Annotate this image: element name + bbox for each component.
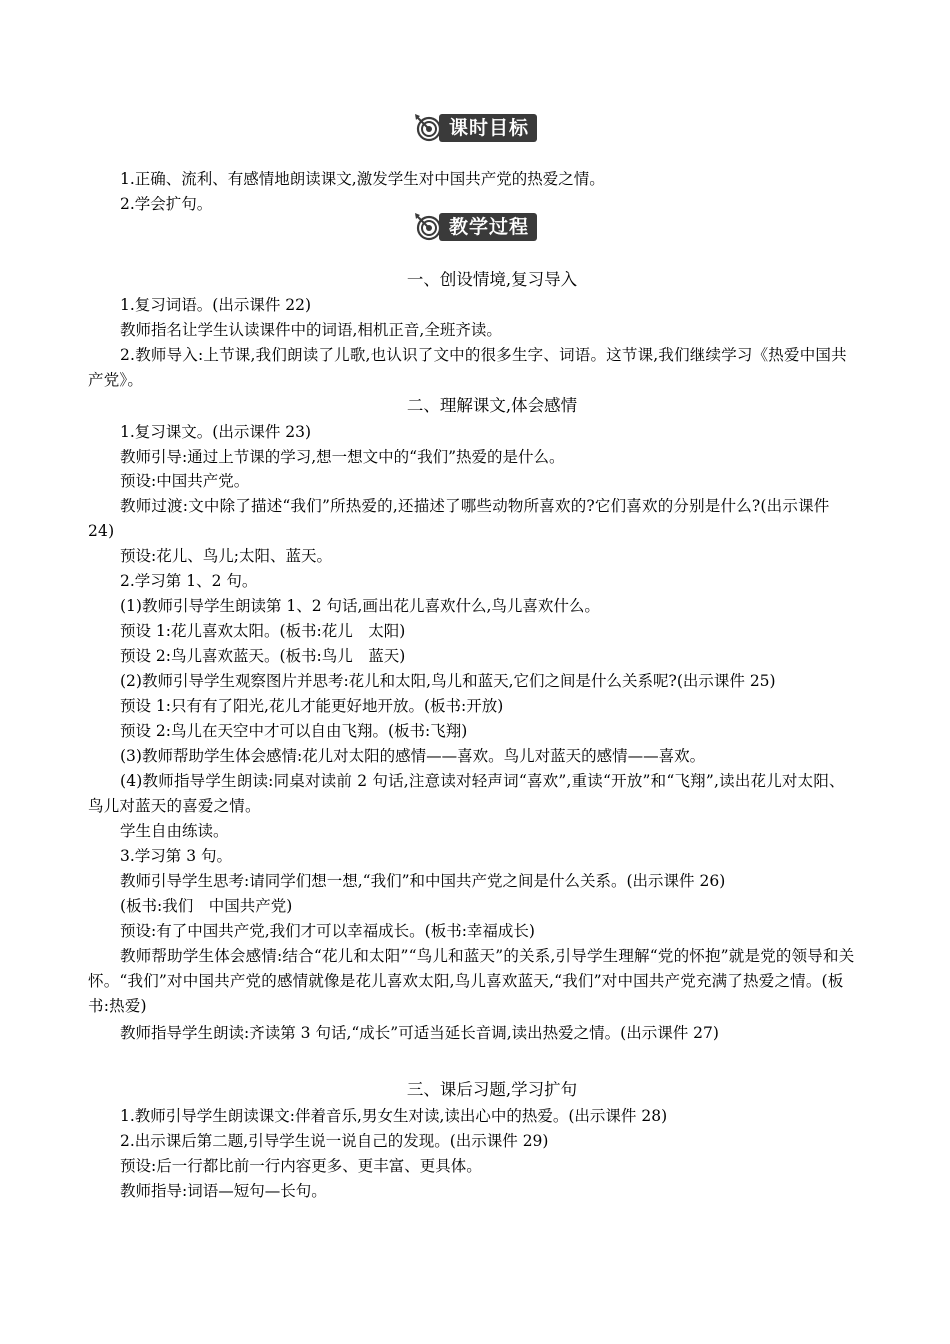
section-2-paragraph: 预设 2:鸟儿喜欢蓝天。(板书:鸟儿 蓝天)	[120, 647, 406, 665]
section-2-paragraph: 学生自由练读。	[120, 822, 229, 840]
section-1-paragraph: 2.教师导入:上节课,我们朗读了儿歌,也认识了文中的很多生字、词语。这节课,我们继续学习《热爱中国共产党》。	[88, 346, 847, 389]
section-3-paragraph: 1.教师引导学生朗读课文:伴着音乐,男女生对读,读出心中的热爱。(出示课件 28)	[120, 1107, 668, 1125]
section-1-heading: 一、创设情境,复习导入	[406, 270, 578, 289]
section-3-paragraph: 预设:后一行都比前一行内容更多、更丰富、更具体。	[120, 1157, 482, 1175]
objective-2: 2.学会扩句。	[120, 195, 213, 213]
section-2-paragraph: 教师帮助学生体会感情:结合“花儿和太阳”“鸟儿和蓝天”的关系,引导学生理解“党的怀抱”就是党的领导和关怀。“我们”对中国共产党的感情就像是花儿喜欢太阳,鸟儿喜欢蓝天,“我们”对中国共产党充满了热爱之情。(板书:热爱)	[88, 947, 855, 1015]
section-2-paragraph: (3)教师帮助学生体会感情:花儿对太阳的感情——喜欢。鸟儿对蓝天的感情——喜欢。	[120, 747, 706, 765]
objectives-header	[0, 114, 950, 147]
process-title: 教学过程	[439, 213, 537, 241]
section-2-paragraph: (2)教师引导学生观察图片并思考:花儿和太阳,鸟儿和蓝天,它们之间是什么关系呢?(出示课件 25)	[120, 672, 776, 690]
objectives-title: 课时目标	[439, 114, 537, 142]
section-2-paragraph: 预设 1:只有有了阳光,花儿才能更好地开放。(板书:开放)	[120, 697, 504, 715]
section-1-paragraph: 教师指名让学生认读课件中的词语,相机正音,全班齐读。	[120, 321, 502, 339]
section-3-heading: 三、课后习题,学习扩句	[406, 1080, 578, 1099]
section-1-paragraph: 1.复习词语。(出示课件 22)	[120, 296, 312, 314]
section-2-paragraph: (板书:我们 中国共产党)	[120, 897, 293, 915]
section-2-heading: 二、理解课文,体会感情	[406, 396, 578, 415]
section-2-paragraph: 预设 2:鸟儿在天空中才可以自由飞翔。(板书:飞翔)	[120, 722, 468, 740]
section-2-paragraph: 预设:有了中国共产党,我们才可以幸福成长。(板书:幸福成长)	[120, 922, 535, 940]
process-badge	[413, 213, 537, 241]
section-2-paragraph: 预设:中国共产党。	[120, 472, 250, 490]
section-2-paragraph: 1.复习课文。(出示课件 23)	[120, 423, 312, 441]
section-3-paragraph: 教师指导:词语—短句—长句。	[120, 1182, 327, 1200]
target-icon	[413, 212, 443, 242]
process-header	[0, 213, 950, 246]
objective-1: 1.正确、流利、有感情地朗读课文,激发学生对中国共产党的热爱之情。	[120, 170, 605, 188]
section-2-paragraph: 预设 1:花儿喜欢太阳。(板书:花儿 太阳)	[120, 622, 406, 640]
target-icon	[413, 113, 443, 143]
section-2-paragraph: 2.学习第 1、2 句。	[120, 572, 258, 590]
section-3-paragraph: 2.出示课后第二题,引导学生说一说自己的发现。(出示课件 29)	[120, 1132, 549, 1150]
section-2-paragraph: (4)教师指导学生朗读:同桌对读前 2 句话,注意读对轻声词“喜欢”,重读“开放”和“飞翔”,读出花儿对太阳、鸟儿对蓝天的喜爱之情。	[88, 772, 845, 815]
section-2-paragraph: 教师引导学生思考:请同学们想一想,“我们”和中国共产党之间是什么关系。(出示课件 26)	[120, 872, 726, 890]
objectives-badge	[413, 114, 537, 142]
section-2-paragraph: 3.学习第 3 句。	[120, 847, 233, 865]
section-2-paragraph: 预设:花儿、鸟儿;太阳、蓝天。	[120, 547, 332, 565]
section-2-paragraph: 教师引导:通过上节课的学习,想一想文中的“我们”热爱的是什么。	[120, 448, 565, 466]
section-2-paragraph: (1)教师引导学生朗读第 1、2 句话,画出花儿喜欢什么,鸟儿喜欢什么。	[120, 597, 600, 615]
section-2-paragraph: 教师过渡:文中除了描述“我们”所热爱的,还描述了哪些动物所喜欢的?它们喜欢的分别是什么?(出示课件 24)	[88, 497, 830, 540]
section-2-paragraph: 教师指导学生朗读:齐读第 3 句话,“成长”可适当延长音调,读出热爱之情。(出示课件 27)	[120, 1024, 719, 1042]
